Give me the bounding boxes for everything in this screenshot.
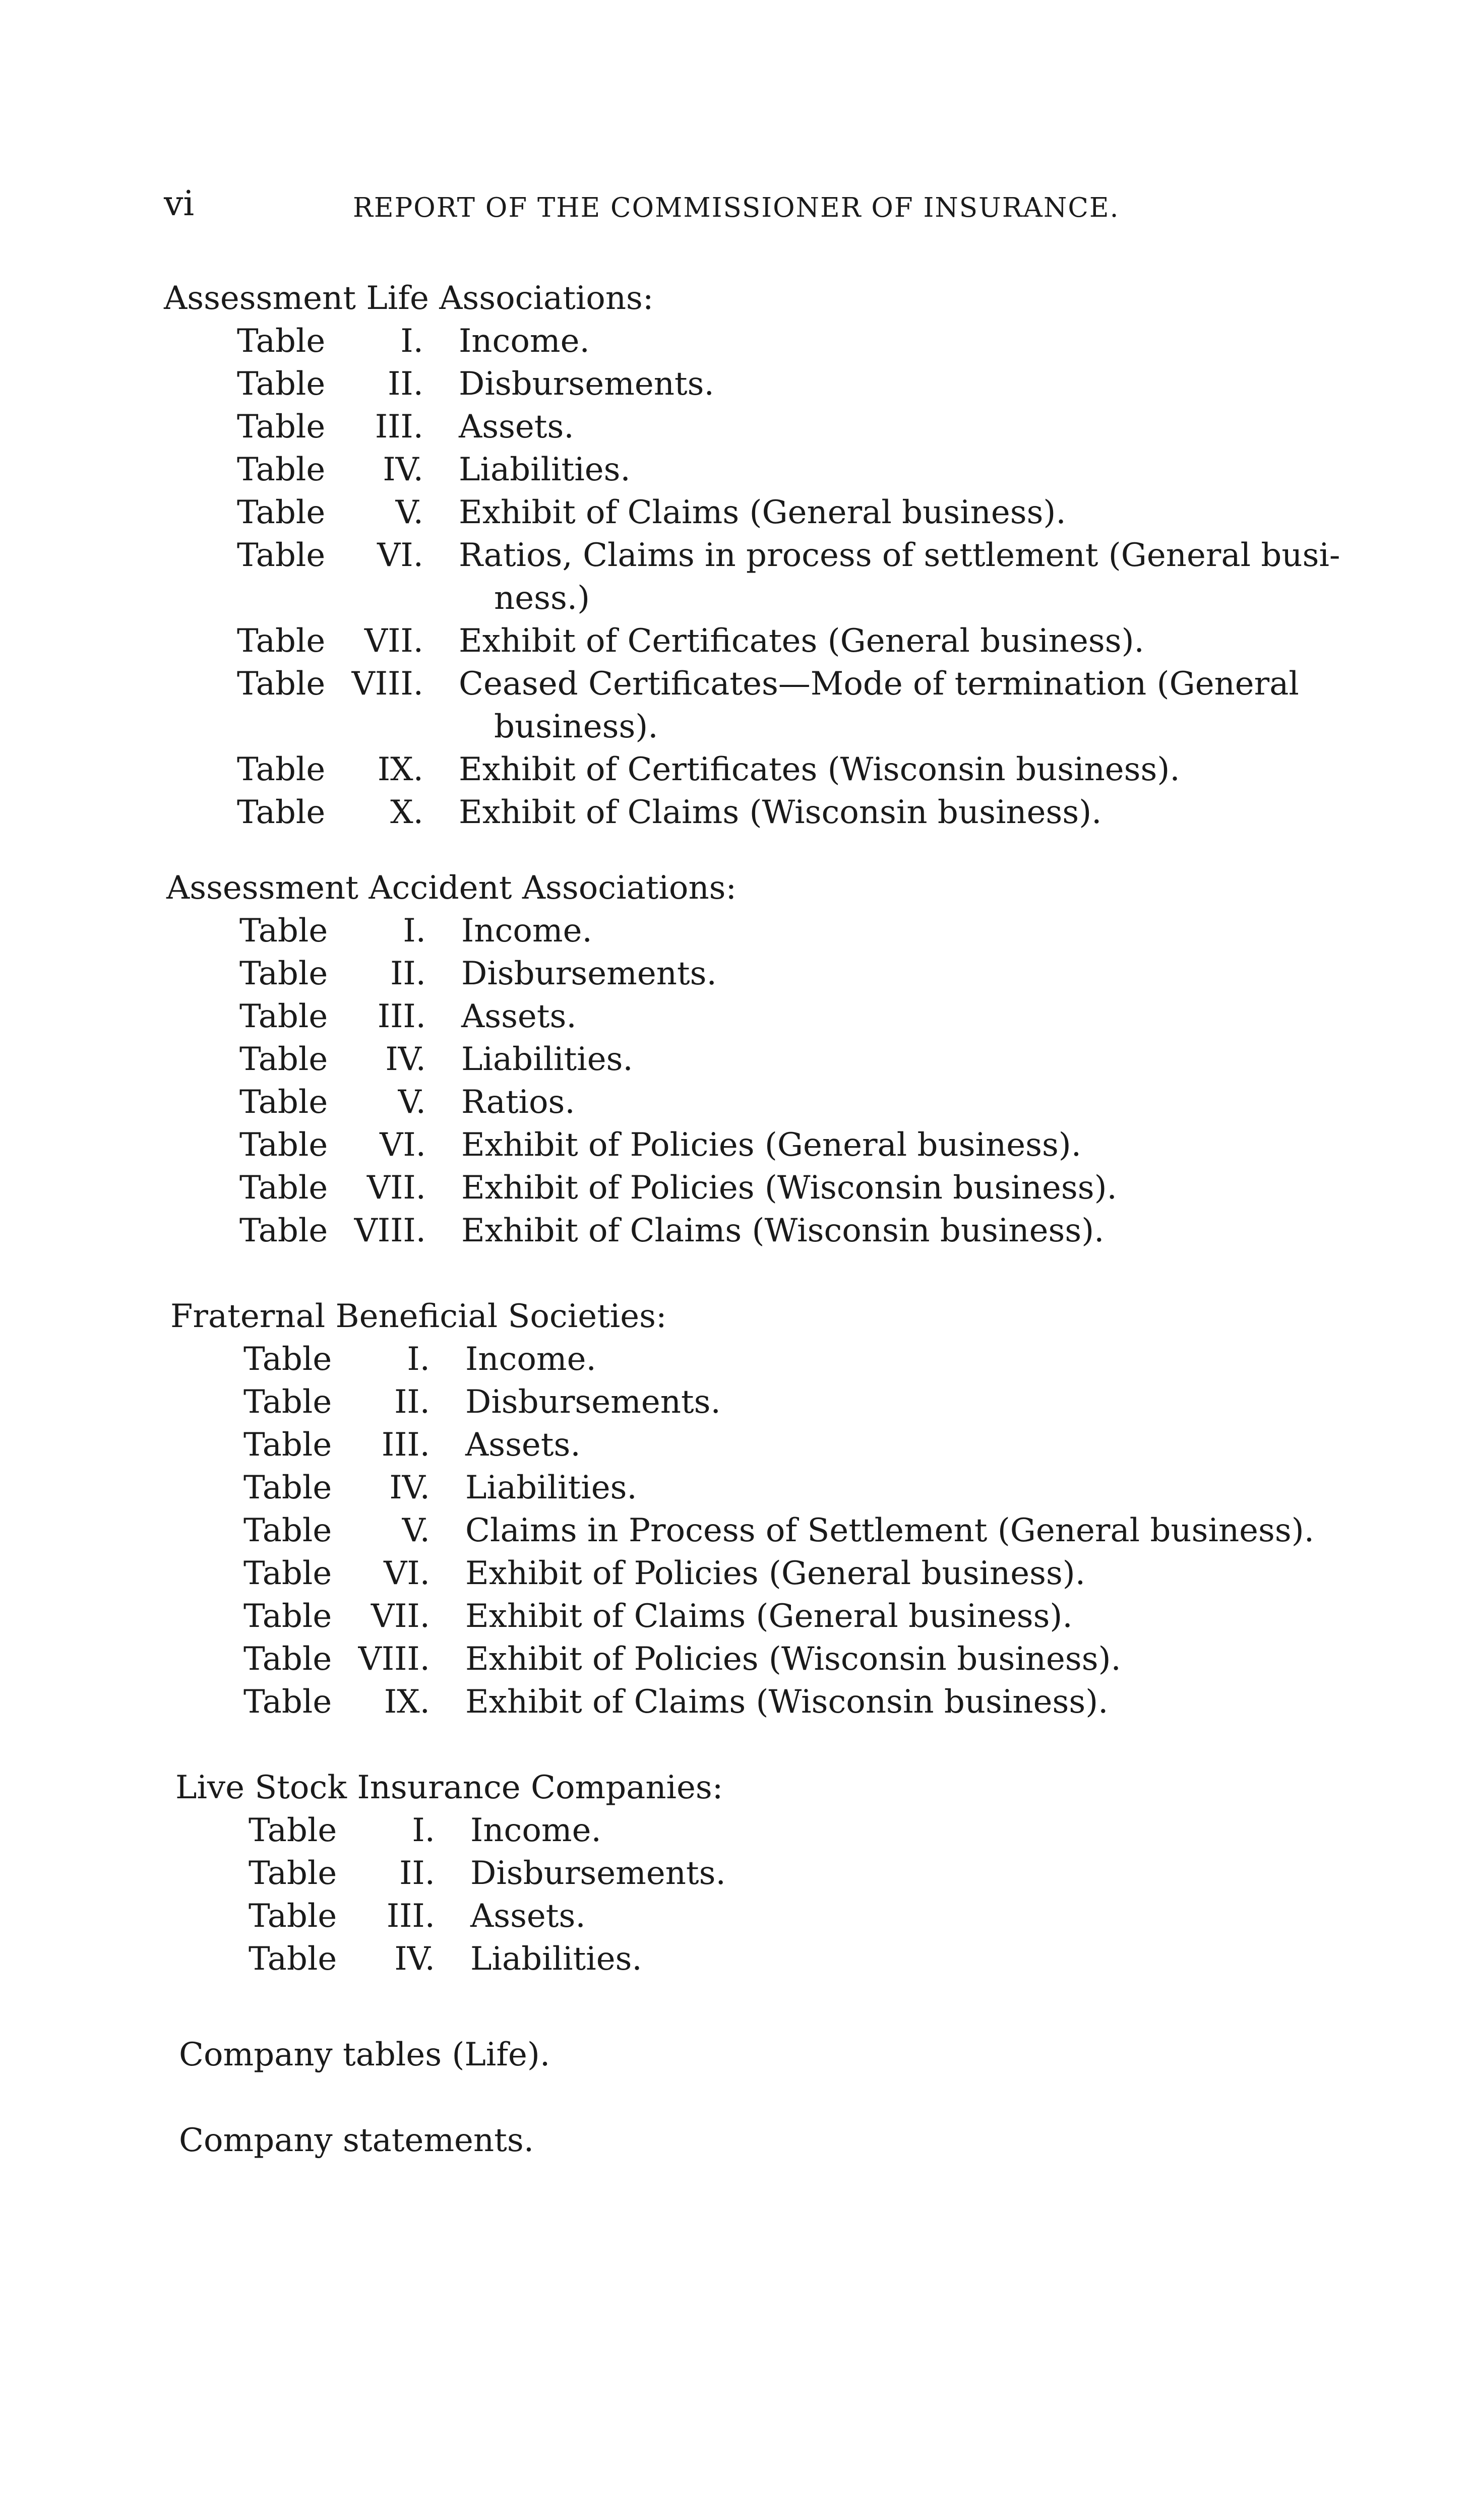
table-description: Disbursements. xyxy=(461,955,717,992)
table-description-continuation: business). xyxy=(494,708,658,745)
table-label: Table xyxy=(239,998,328,1035)
list-item xyxy=(170,1681,1431,1724)
table-number: VIII. xyxy=(354,1212,426,1249)
list-item xyxy=(175,1895,1436,1938)
table-number: V. xyxy=(402,1512,430,1549)
table-description: Disbursements. xyxy=(459,365,714,403)
table-description: Disbursements. xyxy=(470,1855,726,1892)
table-number: IV. xyxy=(385,1041,426,1078)
section-title: Assessment Life Associations: xyxy=(164,280,654,317)
table-number: VI. xyxy=(384,1555,430,1592)
list-item xyxy=(175,1938,1436,1981)
company-statements: Company statements. xyxy=(179,2122,534,2159)
table-label: Table xyxy=(243,1426,332,1464)
table-label: Table xyxy=(237,323,326,360)
table-description: Exhibit of Claims (General business). xyxy=(459,494,1066,531)
table-number: IV. xyxy=(394,1940,435,1978)
list-item xyxy=(175,1809,1436,1852)
list-item xyxy=(166,910,1427,953)
list-item xyxy=(164,663,1424,748)
list-item xyxy=(164,406,1424,449)
list-item xyxy=(164,363,1424,406)
table-description: Assets. xyxy=(461,998,577,1035)
table-number: II. xyxy=(388,365,423,403)
list-item xyxy=(164,491,1424,534)
table-label: Table xyxy=(237,794,326,831)
table-description: Disbursements. xyxy=(465,1383,721,1421)
list-item xyxy=(170,1381,1431,1424)
table-number: I. xyxy=(407,1341,430,1378)
list-item xyxy=(166,1038,1427,1081)
list-item xyxy=(164,620,1424,663)
table-label: Table xyxy=(237,408,326,446)
table-label: Table xyxy=(239,912,328,950)
table-description: Exhibit of Claims (Wisconsin business). xyxy=(461,1212,1105,1249)
table-number: V. xyxy=(395,494,423,531)
table-description: Exhibit of Policies (General business). xyxy=(465,1555,1086,1592)
list-item xyxy=(170,1338,1431,1381)
table-description: Assets. xyxy=(465,1426,581,1464)
list-item xyxy=(170,1638,1431,1681)
table-description-continuation: ness.) xyxy=(494,580,590,617)
table-label: Table xyxy=(249,1855,337,1892)
table-label: Table xyxy=(239,1169,328,1207)
table-number: III. xyxy=(375,408,423,446)
list-item xyxy=(166,995,1427,1038)
table-list xyxy=(164,320,1424,834)
table-number: IX. xyxy=(377,751,423,788)
table-number: III. xyxy=(386,1898,435,1935)
list-item xyxy=(170,1424,1431,1467)
section-title: Fraternal Beneficial Societies: xyxy=(170,1298,667,1335)
section-assessment-life xyxy=(164,277,1424,834)
table-number: V. xyxy=(398,1084,426,1121)
table-label: Table xyxy=(243,1469,332,1506)
list-item xyxy=(166,1081,1427,1124)
table-label: Table xyxy=(237,494,326,531)
table-label: Table xyxy=(239,1041,328,1078)
table-label: Table xyxy=(239,955,328,992)
table-description: Income. xyxy=(459,323,590,360)
table-description: Exhibit of Claims (General business). xyxy=(465,1598,1073,1635)
table-description: Ceased Certificates—Mode of termination (General xyxy=(459,665,1299,703)
table-description: Liabilities. xyxy=(465,1469,637,1506)
table-label: Table xyxy=(237,365,326,403)
company-tables-life: Company tables (Life). xyxy=(179,2036,550,2073)
list-item xyxy=(164,534,1424,620)
list-item xyxy=(164,449,1424,491)
table-description: Exhibit of Policies (Wisconsin business). xyxy=(465,1641,1121,1678)
list-item xyxy=(170,1595,1431,1638)
table-number: II. xyxy=(390,955,426,992)
table-description: Claims in Process of Settlement (General business). xyxy=(465,1512,1315,1549)
table-label: Table xyxy=(243,1555,332,1592)
list-item xyxy=(175,1852,1436,1895)
section-live-stock xyxy=(175,1767,1436,1981)
table-list xyxy=(175,1809,1436,1981)
table-label: Table xyxy=(237,622,326,660)
table-number: VII. xyxy=(366,1169,426,1207)
section-title: Assessment Accident Associations: xyxy=(166,869,737,907)
table-label: Table xyxy=(249,1940,337,1978)
table-number: IV. xyxy=(389,1469,430,1506)
table-number: II. xyxy=(399,1855,435,1892)
table-label: Table xyxy=(237,751,326,788)
table-description: Exhibit of Claims (Wisconsin business). xyxy=(459,794,1102,831)
table-description-multiline xyxy=(459,534,1366,620)
table-description: Exhibit of Claims (Wisconsin business). xyxy=(465,1683,1109,1721)
section-assessment-accident xyxy=(166,867,1427,1252)
list-item xyxy=(166,1167,1427,1210)
table-description: Exhibit of Certificates (Wisconsin business). xyxy=(459,751,1180,788)
table-description-multiline xyxy=(459,663,1366,748)
table-label: Table xyxy=(249,1812,337,1849)
list-item xyxy=(170,1467,1431,1509)
table-number: IV. xyxy=(383,451,423,488)
list-item xyxy=(164,320,1424,363)
table-description: Exhibit of Certificates (General business). xyxy=(459,622,1144,660)
list-item xyxy=(164,791,1424,834)
table-description: Ratios, Claims in process of settlement (General busi- xyxy=(459,537,1340,574)
table-list xyxy=(170,1338,1431,1724)
table-label: Table xyxy=(239,1084,328,1121)
page-number: vi xyxy=(164,184,195,224)
table-description: Liabilities. xyxy=(470,1940,642,1978)
table-list xyxy=(166,910,1427,1252)
table-number: II. xyxy=(394,1383,430,1421)
table-number: I. xyxy=(412,1812,435,1849)
list-item xyxy=(166,953,1427,995)
table-description: Liabilities. xyxy=(461,1041,633,1078)
table-label: Table xyxy=(249,1898,337,1935)
table-number: VIII. xyxy=(351,665,423,703)
table-description: Liabilities. xyxy=(459,451,631,488)
list-item xyxy=(170,1509,1431,1552)
table-label: Table xyxy=(243,1683,332,1721)
table-number: I. xyxy=(400,323,423,360)
table-number: X. xyxy=(390,794,423,831)
table-description: Ratios. xyxy=(461,1084,575,1121)
list-item xyxy=(166,1124,1427,1167)
table-number: VIII. xyxy=(358,1641,430,1678)
table-label: Table xyxy=(239,1212,328,1249)
section-fraternal-beneficial xyxy=(170,1295,1431,1724)
table-label: Table xyxy=(243,1383,332,1421)
table-description: Income. xyxy=(470,1812,601,1849)
table-number: IX. xyxy=(384,1683,430,1721)
table-label: Table xyxy=(237,451,326,488)
section-title: Live Stock Insurance Companies: xyxy=(175,1769,723,1806)
table-label: Table xyxy=(243,1641,332,1678)
table-number: VII. xyxy=(364,622,423,660)
table-number: VI. xyxy=(377,537,423,574)
table-description: Exhibit of Policies (Wisconsin business). xyxy=(461,1169,1117,1207)
table-number: VII. xyxy=(371,1598,430,1635)
table-description: Income. xyxy=(465,1341,596,1378)
table-number: VI. xyxy=(380,1126,426,1164)
list-item xyxy=(170,1552,1431,1595)
table-description: Assets. xyxy=(459,408,574,446)
table-label: Table xyxy=(243,1512,332,1549)
list-item xyxy=(166,1210,1427,1252)
table-description: Income. xyxy=(461,912,592,950)
table-label: Table xyxy=(237,665,326,703)
table-number: I. xyxy=(403,912,426,950)
table-label: Table xyxy=(239,1126,328,1164)
table-description: Assets. xyxy=(470,1898,586,1935)
table-number: III. xyxy=(377,998,426,1035)
table-label: Table xyxy=(237,537,326,574)
table-description: Exhibit of Policies (General business). xyxy=(461,1126,1082,1164)
table-label: Table xyxy=(243,1598,332,1635)
page-header xyxy=(164,181,1384,227)
list-item xyxy=(164,748,1424,791)
table-label: Table xyxy=(243,1341,332,1378)
table-number: III. xyxy=(381,1426,430,1464)
running-title: REPORT OF THE COMMISSIONER OF INSURANCE. xyxy=(353,193,1120,223)
